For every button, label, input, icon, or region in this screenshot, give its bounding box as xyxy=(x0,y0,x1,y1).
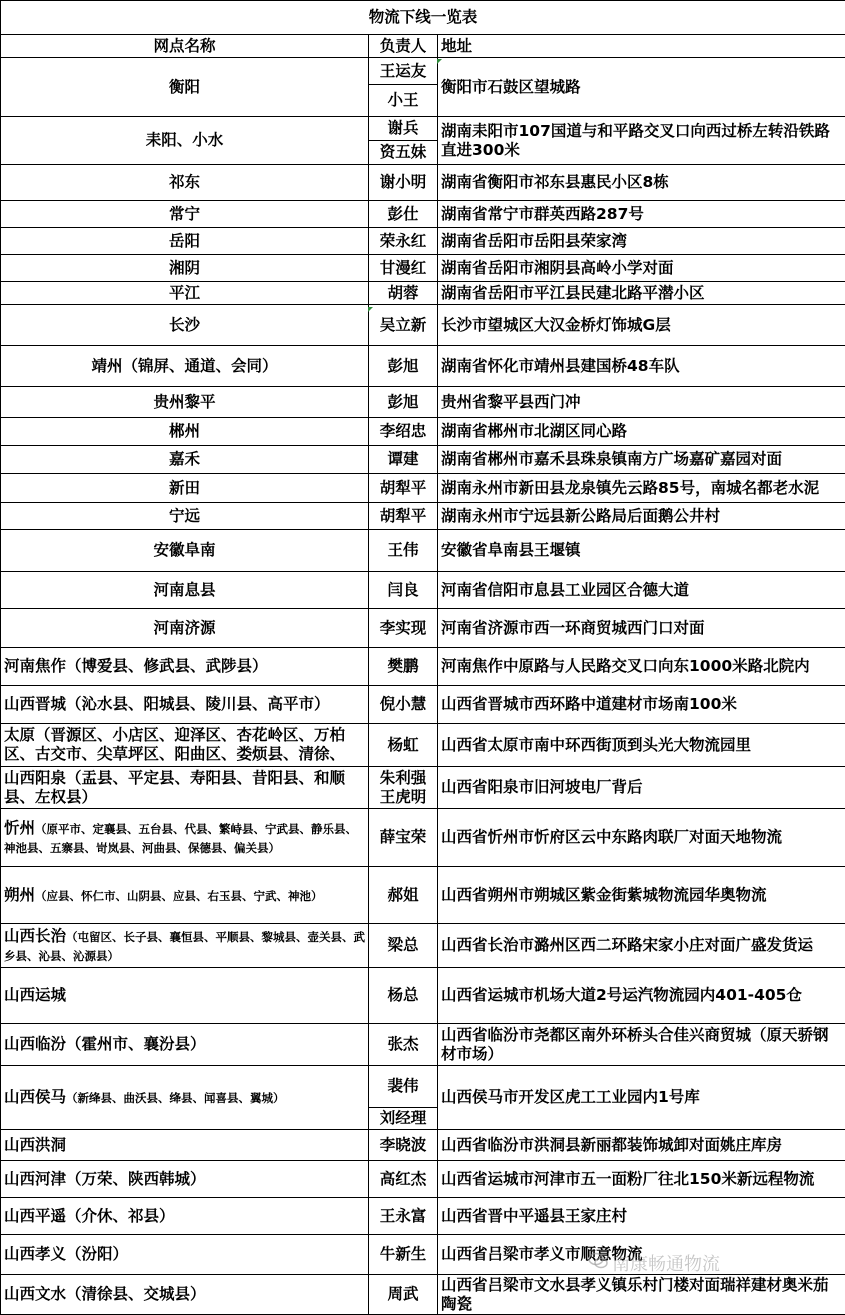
outlet-name: 湘阴 xyxy=(1,255,369,282)
person-name: 裴伟 xyxy=(369,1066,438,1108)
table-row xyxy=(1,1024,845,1066)
person-name: 高红杰 xyxy=(369,1161,438,1198)
table-row xyxy=(1,648,845,686)
person-name: 倪小慧 xyxy=(369,686,438,724)
outlet-name xyxy=(1,867,369,924)
person-name: 胡犁平 xyxy=(369,474,438,503)
title-row xyxy=(1,1,845,35)
table-row xyxy=(1,418,845,446)
person-name: 甘漫红 xyxy=(369,255,438,282)
outlet-address: 山西省运城市机场大道2号运汽物流园内401-405仓 xyxy=(438,968,845,1024)
outlet-address: 山西省吕梁市孝义市顺意物流 xyxy=(438,1235,845,1275)
outlet-name: 山西平遥（介休、祁县） xyxy=(1,1198,369,1235)
outlet-name: 安徽阜南 xyxy=(1,530,369,572)
table-row xyxy=(1,117,845,141)
table-row xyxy=(1,1066,845,1108)
person-name: 梁总 xyxy=(369,924,438,968)
person-name: 王伟 xyxy=(369,530,438,572)
outlet-address: 山西侯马市开发区虎工工业园内1号库 xyxy=(438,1066,845,1130)
outlet-address: 湖南耒阳市107国道与和平路交叉口向西过桥左转沿铁路直进300米 xyxy=(438,117,845,165)
outlet-name: 河南焦作（博爱县、修武县、武陟县） xyxy=(1,648,369,686)
outlet-name: 河南息县 xyxy=(1,572,369,609)
person-name: 牛新生 xyxy=(369,1235,438,1275)
outlet-address: 湖南省岳阳市岳阳县荣家湾 xyxy=(438,228,845,255)
person-name: 王永富 xyxy=(369,1198,438,1235)
table-row xyxy=(1,809,845,867)
person-name: 小王 xyxy=(369,85,438,117)
table-row xyxy=(1,924,845,968)
table-row xyxy=(1,201,845,228)
outlet-address: 河南省济源市西一环商贸城西门口对面 xyxy=(438,609,845,648)
outlet-name-main: 朔州 xyxy=(4,886,35,904)
outlet-address: 山西省太原市南中环西街顶到头光大物流园里 xyxy=(438,724,845,767)
table-row xyxy=(1,228,845,255)
table-row xyxy=(1,609,845,648)
person-name: 薛宝荣 xyxy=(369,809,438,867)
outlet-address: 山西省忻州市忻府区云中东路肉联厂对面天地物流 xyxy=(438,809,845,867)
outlet-name: 新田 xyxy=(1,474,369,503)
table-row xyxy=(1,255,845,282)
outlet-name: 郴州 xyxy=(1,418,369,446)
outlet-address: 长沙市望城区大汉金桥灯饰城G层 xyxy=(438,305,845,346)
person-name: 李实现 xyxy=(369,609,438,648)
outlet-name: 山西临汾（霍州市、襄汾县） xyxy=(1,1024,369,1066)
header-name: 网点名称 xyxy=(1,35,369,58)
person-name: 彭仕 xyxy=(369,201,438,228)
person-name: 胡犁平 xyxy=(369,503,438,530)
outlet-address: 河南省信阳市息县工业园区合德大道 xyxy=(438,572,845,609)
table-row xyxy=(1,165,845,201)
outlet-name: 岳阳 xyxy=(1,228,369,255)
outlet-name: 山西文水（清徐县、交城县） xyxy=(1,1275,369,1315)
outlet-name: 山西阳泉（盂县、平定县、寿阳县、昔阳县、和顺县、左权县） xyxy=(1,767,369,809)
outlet-address: 山西省临汾市尧都区南外环桥头合佳兴商贸城（原天骄钢材市场） xyxy=(438,1024,845,1066)
outlet-address: 湖南永州市宁远县新公路局后面鹅公井村 xyxy=(438,503,845,530)
table-row xyxy=(1,282,845,305)
outlet-name: 太原（晋源区、小店区、迎泽区、杏花岭区、万柏区、古交市、尖草坪区、阳曲区、娄烦县、清徐、 xyxy=(1,724,369,767)
outlet-name: 平江 xyxy=(1,282,369,305)
table-title: 物流下线一览表 xyxy=(1,1,845,35)
header-address: 地址 xyxy=(438,35,845,58)
outlet-name: 山西运城 xyxy=(1,968,369,1024)
outlet-address: 山西省吕梁市文水县孝义镇乐村门楼对面瑞祥建材奥米茄陶瓷 xyxy=(438,1275,845,1315)
person-name: 樊鹏 xyxy=(369,648,438,686)
person-name xyxy=(369,767,438,809)
outlet-name: 山西孝义（汾阳） xyxy=(1,1235,369,1275)
outlet-address: 山西省晋中平遥县王家庄村 xyxy=(438,1198,845,1235)
person-name: 郝姐 xyxy=(369,867,438,924)
table-row xyxy=(1,530,845,572)
table-row xyxy=(1,1198,845,1235)
outlet-address: 衡阳市石鼓区望城路 xyxy=(438,58,845,117)
person-name: 荣永红 xyxy=(369,228,438,255)
outlet-name: 山西晋城（沁水县、阳城县、陵川县、高平市） xyxy=(1,686,369,724)
table-row xyxy=(1,503,845,530)
person-name: 刘经理 xyxy=(369,1108,438,1130)
table-row xyxy=(1,767,845,809)
person-name: 谢兵 xyxy=(369,117,438,141)
outlet-address: 山西省临汾市洪洞县新丽都装饰城卸对面姚庄库房 xyxy=(438,1130,845,1161)
outlet-name: 贵州黎平 xyxy=(1,387,369,418)
outlet-name: 山西河津（万荣、陕西韩城） xyxy=(1,1161,369,1198)
table-row xyxy=(1,1235,845,1275)
table-row xyxy=(1,474,845,503)
header-row xyxy=(1,35,845,58)
person-name: 王运友 xyxy=(369,58,438,85)
outlet-address: 湖南省岳阳市平江县民建北路平潜小区 xyxy=(438,282,845,305)
person-name-line: 王虎明 xyxy=(372,788,434,807)
outlet-address: 山西省阳泉市旧河坡电厂背后 xyxy=(438,767,845,809)
outlet-name: 祁东 xyxy=(1,165,369,201)
table-row xyxy=(1,572,845,609)
cell-marker-icon xyxy=(437,59,442,64)
table-row xyxy=(1,1161,845,1198)
person-name: 杨虹 xyxy=(369,724,438,767)
outlet-address: 山西省朔州市朔城区紫金街紫城物流园华奥物流 xyxy=(438,867,845,924)
table-row xyxy=(1,305,845,346)
watermark-text: 南康畅通物流 xyxy=(612,1250,720,1276)
table-row xyxy=(1,1130,845,1161)
person-name: 彭旭 xyxy=(369,346,438,387)
outlet-name: 山西洪洞 xyxy=(1,1130,369,1161)
outlet-name-main: 忻州 xyxy=(4,819,35,837)
outlet-address: 河南焦作中原路与人民路交叉口向东1000米路北院内 xyxy=(438,648,845,686)
outlet-name: 长沙 xyxy=(1,305,369,346)
outlet-address: 湖南省衡阳市祁东县惠民小区8栋 xyxy=(438,165,845,201)
table-row xyxy=(1,346,845,387)
person-name: 闫良 xyxy=(369,572,438,609)
outlet-name xyxy=(1,809,369,867)
outlet-name: 河南济源 xyxy=(1,609,369,648)
outlet-name-detail: （屯留区、长子县、襄恒县、平顺县、黎城县、壶关县、武乡县、沁县、沁源县） xyxy=(4,930,365,963)
outlet-address: 贵州省黎平县西门冲 xyxy=(438,387,845,418)
header-person: 负责人 xyxy=(369,35,438,58)
outlet-name: 宁远 xyxy=(1,503,369,530)
person-name: 吴立新 xyxy=(369,305,438,346)
outlet-name: 靖州（锦屏、通道、会同） xyxy=(1,346,369,387)
outlet-name: 衡阳 xyxy=(1,58,369,117)
table-row xyxy=(1,1275,845,1315)
table-row xyxy=(1,686,845,724)
person-name: 李晓波 xyxy=(369,1130,438,1161)
person-name: 谢小明 xyxy=(369,165,438,201)
outlet-name xyxy=(1,924,369,968)
person-name-line: 朱利强 xyxy=(372,769,434,788)
table-row xyxy=(1,724,845,767)
person-name: 张杰 xyxy=(369,1024,438,1066)
outlet-address: 湖南永州市新田县龙泉镇先云路85号，南城名都老水泥 xyxy=(438,474,845,503)
table-row xyxy=(1,867,845,924)
person-name: 彭旭 xyxy=(369,387,438,418)
outlet-name-main: 山西侯马 xyxy=(4,1088,66,1106)
outlet-name-detail: （应县、怀仁市、山阴县、应县、右玉县、宁武、神池） xyxy=(35,889,323,903)
person-name: 杨总 xyxy=(369,968,438,1024)
table-row xyxy=(1,968,845,1024)
outlet-address: 湖南省郴州市嘉禾县珠泉镇南方广场嘉矿嘉园对面 xyxy=(438,446,845,474)
outlet-address: 山西省长治市潞州区西二环路宋家小庄对面广盛发货运 xyxy=(438,924,845,968)
person-name: 资五妹 xyxy=(369,141,438,165)
outlet-address: 湖南省郴州市北湖区同心路 xyxy=(438,418,845,446)
person-name: 李绍忠 xyxy=(369,418,438,446)
table-row xyxy=(1,446,845,474)
outlet-address: 安徽省阜南县王堰镇 xyxy=(438,530,845,572)
person-name: 周武 xyxy=(369,1275,438,1315)
person-name: 胡蓉 xyxy=(369,282,438,305)
table-row xyxy=(1,387,845,418)
cell-marker-icon xyxy=(368,307,373,312)
outlet-address: 湖南省岳阳市湘阴县高岭小学对面 xyxy=(438,255,845,282)
outlet-name-detail: （原平市、定襄县、五台县、代县、繁峙县、宁武县、静乐县、神池县、五寨县、岢岚县、河曲县、保德县、偏关县） xyxy=(4,822,357,855)
outlet-name-detail: （新绛县、曲沃县、绛县、闻喜县、翼城） xyxy=(66,1091,285,1105)
person-name: 谭建 xyxy=(369,446,438,474)
outlet-name: 嘉禾 xyxy=(1,446,369,474)
outlet-name-main: 山西长治 xyxy=(4,927,66,945)
outlet-address: 山西省晋城市西环路中道建材市场南100米 xyxy=(438,686,845,724)
outlet-address: 湖南省常宁市群英西路287号 xyxy=(438,201,845,228)
outlet-name xyxy=(1,1066,369,1130)
outlet-address: 湖南省怀化市靖州县建国桥48车队 xyxy=(438,346,845,387)
table-row xyxy=(1,58,845,85)
outlet-name: 常宁 xyxy=(1,201,369,228)
outlet-name: 耒阳、小水 xyxy=(1,117,369,165)
outlet-address: 山西省运城市河津市五一面粉厂往北150米新远程物流 xyxy=(438,1161,845,1198)
